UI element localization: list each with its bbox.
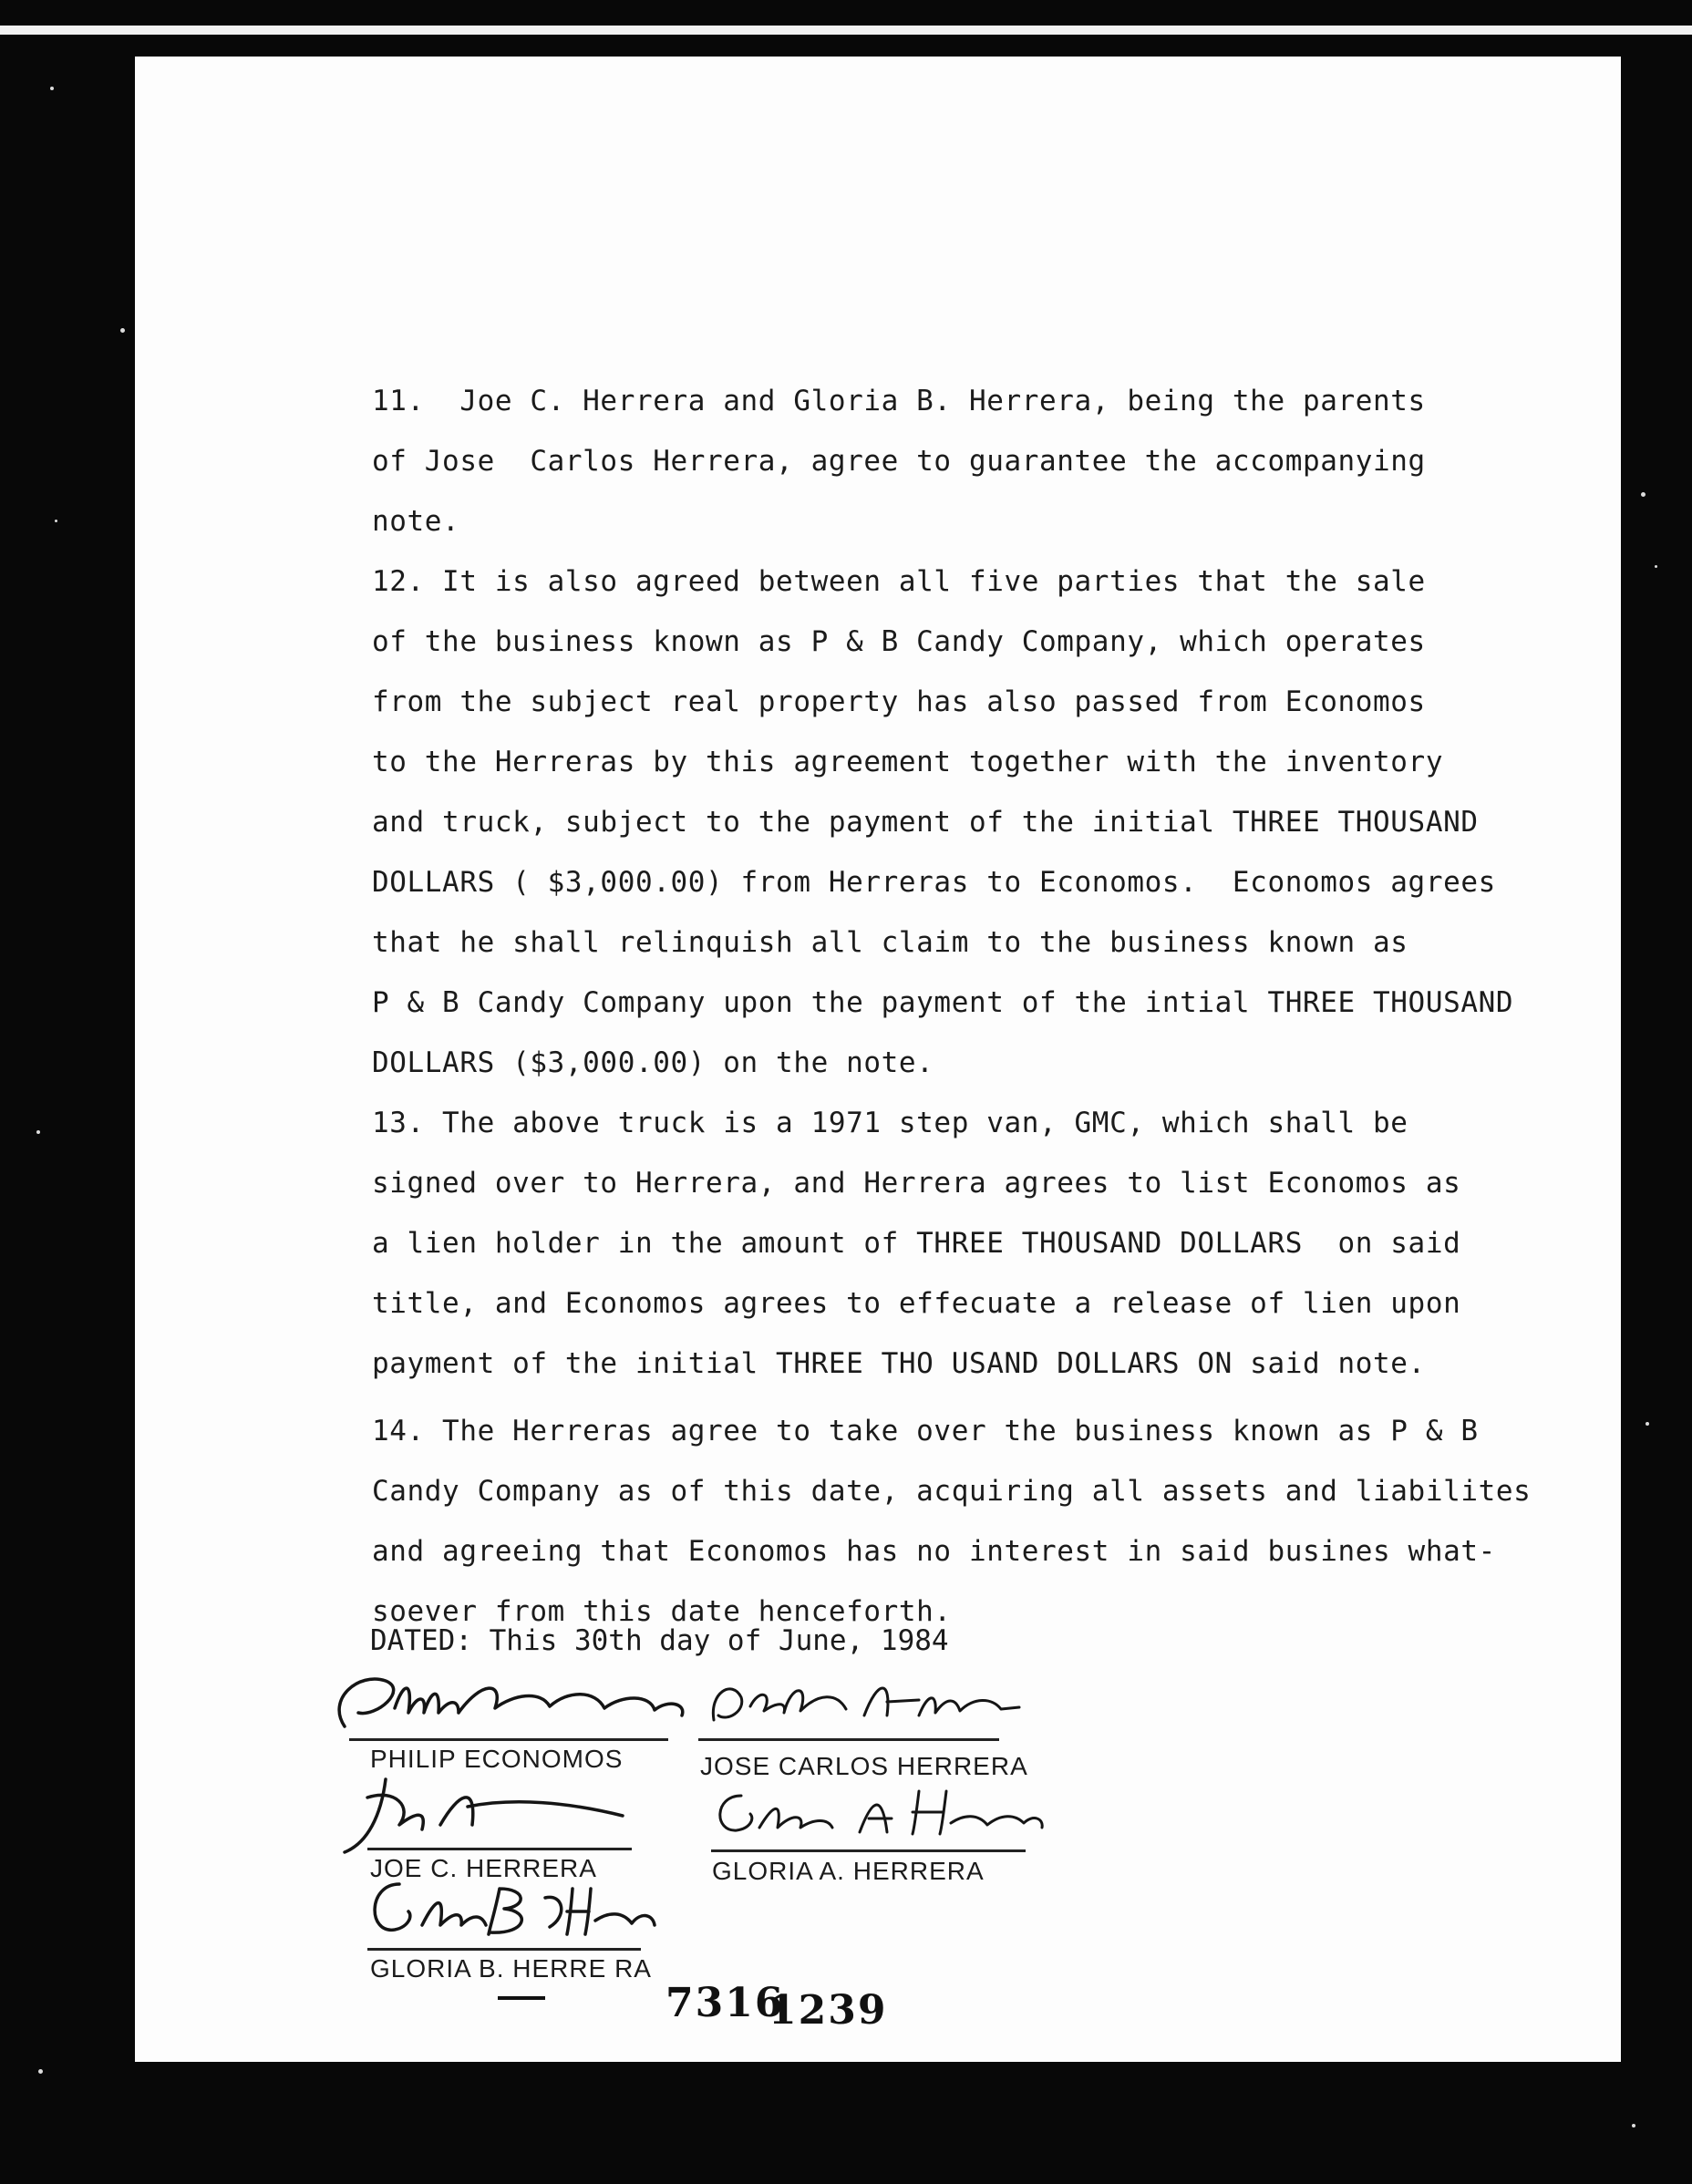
signature-line-philip — [349, 1738, 668, 1741]
text-line: signed over to Herrera, and Herrera agrees to list Economos as — [372, 1167, 1461, 1200]
signer-name-gloria-a: GLORIA A. HERRERA — [712, 1857, 985, 1885]
stamp-number-right: 1239 — [769, 1987, 888, 2034]
signature-jose-carlos-herrera — [700, 1665, 1028, 1738]
paragraph-12 — [372, 551, 1621, 1093]
text-line: title, and Economos agrees to effecuate a release of lien upon — [372, 1287, 1461, 1320]
signature-line-gloria-a — [711, 1849, 1026, 1852]
text-line: that he shall relinquish all claim to the business known as — [372, 926, 1408, 959]
signature-gloria-b-herrera — [363, 1870, 664, 1952]
text-line: 12. It is also agreed between all five parties that the sale — [372, 565, 1426, 598]
text-line: and truck, subject to the payment of the initial THREE THOUSAND — [372, 806, 1479, 839]
paragraph-13 — [372, 1093, 1621, 1394]
paragraph-11 — [372, 371, 1621, 551]
text-line: DOLLARS ($3,000.00) on the note. — [372, 1046, 934, 1079]
signature-gloria-a-herrera — [705, 1777, 1051, 1850]
text-line: of Jose Carlos Herrera, agree to guarantee the accompanying — [372, 445, 1426, 478]
text-line: 14. The Herreras agree to take over the business known as P & B — [372, 1415, 1479, 1447]
signer-name-gloria-b: GLORIA B. HERRE RA — [370, 1954, 652, 1983]
agreement-body — [372, 371, 1621, 1642]
text-line: DOLLARS ( $3,000.00) from Herreras to Economos. Economos agrees — [372, 866, 1496, 899]
text-line: a lien holder in the amount of THREE THOUSAND DOLLARS on said — [372, 1227, 1461, 1260]
text-line: soever from this date henceforth. — [372, 1595, 952, 1628]
text-line: 13. The above truck is a 1971 step van, GMC, which shall be — [372, 1107, 1408, 1139]
dated-line: DATED: This 30th day of June, 1984 — [370, 1624, 949, 1657]
paragraph-gap — [372, 1394, 1621, 1401]
text-line: payment of the initial THREE THO USAND DOLLARS ON said note. — [372, 1347, 1426, 1380]
text-line: of the business known as P & B Candy Company, which operates — [372, 625, 1426, 658]
text-line: to the Herreras by this agreement together with the inventory — [372, 746, 1444, 778]
top-border-rule — [0, 26, 1692, 35]
text-line: from the subject real property has also passed from Economos — [372, 685, 1426, 718]
text-line: P & B Candy Company upon the payment of the intial THREE THOUSAND — [372, 986, 1514, 1019]
signer-name-joe: JOE C. HERRERA — [370, 1854, 597, 1882]
short-rule — [498, 1996, 545, 2000]
document-page — [135, 57, 1621, 2062]
text-line: note. — [372, 505, 460, 538]
stamp-number-left: 7316 — [665, 1980, 785, 2026]
text-line: 11. Joe C. Herrera and Gloria B. Herrera, being the parents — [372, 385, 1426, 417]
text-line: and agreeing that Economos has no interest in said busines what- — [372, 1535, 1496, 1568]
text-line: Candy Company as of this date, acquiring all assets and liabilites — [372, 1475, 1532, 1508]
signature-line-joe — [367, 1848, 632, 1850]
signer-name-jose: JOSE CARLOS HERRERA — [700, 1752, 1028, 1780]
signer-name-philip: PHILIP ECONOMOS — [370, 1745, 624, 1773]
signature-line-jose — [698, 1738, 999, 1741]
signature-philip-economos — [322, 1663, 705, 1745]
signature-line-gloria-b — [367, 1948, 641, 1951]
paragraph-14 — [372, 1401, 1621, 1642]
